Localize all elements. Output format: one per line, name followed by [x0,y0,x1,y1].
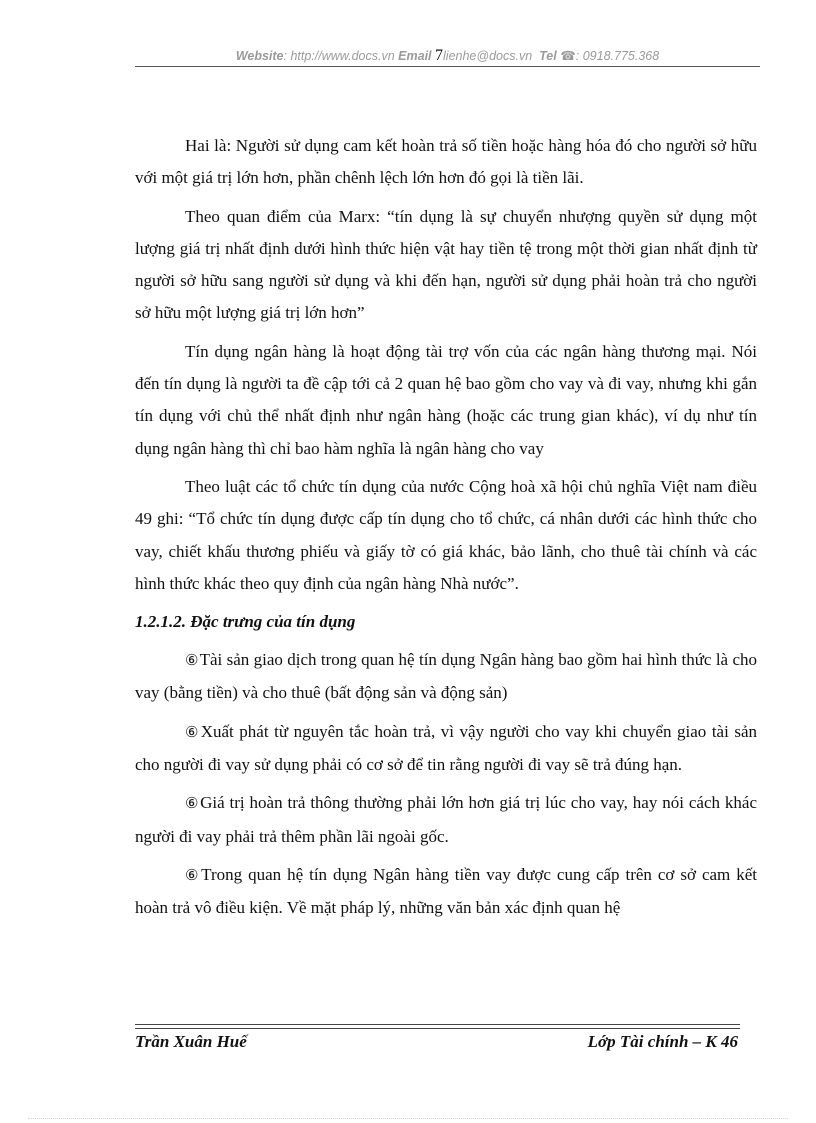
footer-author: Trần Xuân Huế [135,1032,247,1051]
footer-divider-bottom [135,1028,740,1029]
bullet-text: Xuất phát từ nguyên tắc hoàn trả, vì vậy người cho vay khi chuyển giao tài sản cho người đi vay sử dụng phải có cơ sở để tin rằng người đi vay sẽ trả đúng hạn. [135,721,758,775]
bullet-item [135,787,757,853]
paragraph: Theo quan điểm của Marx: “tín dụng là sự chuyển nhượng quyền sử dụng một lượng giá trị nhất định dưới hình thức hiện vật hay tiền tệ trong một thời gian nhất định từ người sở hữu sang người sử dụng và khi đến hạn, người sử dụng phải hoàn trả cho người sở hữu một lượng giá trị lớn hơn” [135,206,757,323]
bullet-text: Tài sản giao dịch trong quan hệ tín dụng Ngân hàng bao gồm hai hình thức là cho vay (bằng tiền) và cho thuê (bất động sản và động sản) [135,650,758,703]
header-divider [135,66,760,67]
page-marker: 7 [435,47,444,64]
paragraph: Tín dụng ngân hàng là hoạt động tài trợ vốn của các ngân hàng thương mại. Nói đến tín dụng là người ta đề cập tới cả 2 quan hệ bao gồm cho vay và đi vay, nhưng khi gắn tín dụng với chủ thể nhất định như ngân hàng (hoặc các trung gian khác), ví dụ như tín dụng ngân hàng thì chỉ bao hàm nghĩa là ngân hàng cho vay [135,341,757,458]
bullet-icon: ⑥ [185,653,199,670]
bullet-text: Trong quan hệ tín dụng Ngân hàng tiền vay được cung cấp trên cơ sở cam kết hoàn trả vô điều kiện. Về mặt pháp lý, những văn bản xác định quan hệ [135,864,757,918]
page-edge [28,1118,788,1119]
website-url[interactable]: : http://www.docs.vn [283,49,395,63]
paragraph: Hai là: Người sử dụng cam kết hoàn trả số tiền hoặc hàng hóa đó cho người sở hữu với một giá trị lớn hơn, phần chênh lệch lớn hơn đó gọi là tiền lãi. [135,136,757,188]
bullet-icon: ⑥ [185,724,200,741]
bullet-text: Giá trị hoàn trả thông thường phải lớn hơn giá trị lúc cho vay, hay nói cách khác người đi vay phải trả thêm phần lãi ngoài gốc. [135,793,757,846]
bullet-item [135,644,757,710]
bullet-icon: ⑥ [185,796,200,813]
website-label: Website [235,49,284,63]
tel-label: Tel [539,49,557,63]
footer-class: Lớp Tài chính – K 46 [587,1032,738,1051]
bullet-item [135,716,757,782]
tel-value: ☎: 0918.775.368 [560,49,660,63]
paragraph: Theo luật các tổ chức tín dụng của nước Cộng hoà xã hội chủ nghĩa Việt nam điều 49 ghi: “Tổ chức tín dụng được cấp tín dụng cho tổ chức, cá nhân dưới các hình thức cho vay, chiết khấu thương phiếu và giấy tờ có giá khác, bảo lãnh, cho thuê tài chính và các hình thức khác theo quy định của ngân hàng Nhà nước”. [135,476,757,593]
email-value[interactable]: lienhe@docs.vn [443,49,533,63]
page-header [135,48,760,64]
footer-divider-top [135,1024,740,1025]
section-heading: 1.2.1.2. Đặc trưng của tín dụng [135,612,356,632]
bullet-item [135,859,757,925]
bullet-icon: ⑥ [185,867,201,884]
document-body [135,130,757,931]
email-label: Email [398,49,432,63]
